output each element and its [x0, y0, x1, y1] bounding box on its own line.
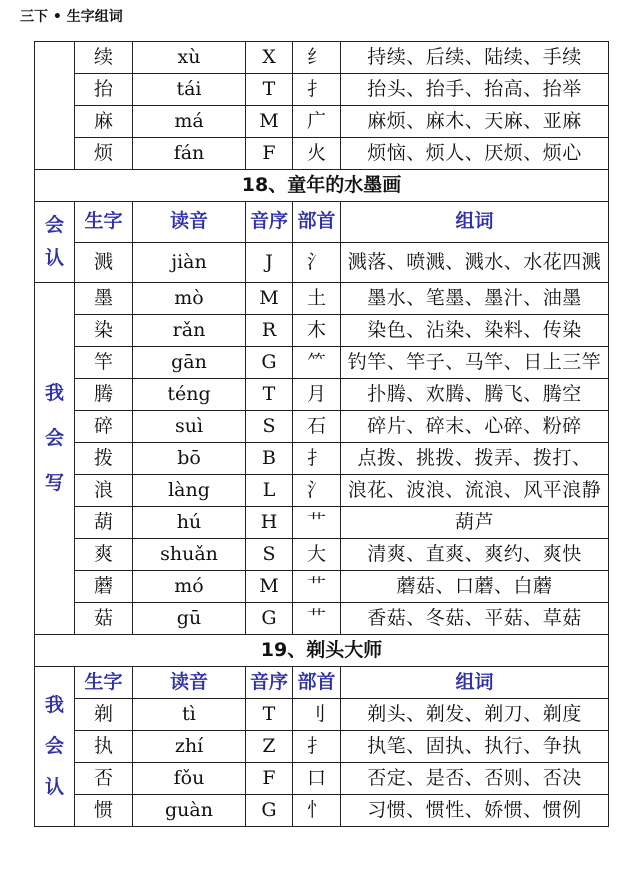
- pinyin-cell: téng: [133, 379, 246, 411]
- radical-cell: 氵: [293, 242, 341, 283]
- char-cell: 抬: [75, 74, 133, 106]
- char-cell: 麻: [75, 106, 133, 138]
- words-cell: 否定、是否、否则、否决: [341, 763, 609, 795]
- char-cell: 碎: [75, 411, 133, 443]
- column-header-row: [35, 202, 609, 243]
- side-label-char: 会: [44, 735, 64, 757]
- radical-cell: 大: [293, 539, 341, 571]
- words-cell: 钓竿、竿子、马竿、日上三竿: [341, 347, 609, 379]
- words-cell: 扑腾、欢腾、腾飞、腾空: [341, 379, 609, 411]
- radical-cell: 扌: [293, 74, 341, 106]
- lesson-title-row: [35, 170, 609, 202]
- table-row: [35, 42, 609, 74]
- words-cell: 香菇、冬菇、平菇、草菇: [341, 603, 609, 635]
- letter-cell: F: [246, 138, 293, 170]
- radical-cell: 木: [293, 315, 341, 347]
- section-previous: [35, 42, 609, 170]
- char-cell: 墨: [75, 283, 133, 315]
- column-header-pinyin: 读音: [133, 667, 246, 699]
- table-row: [35, 443, 609, 475]
- side-label-char: 认: [44, 247, 64, 269]
- words-cell: 染色、沾染、染料、传染: [341, 315, 609, 347]
- letter-cell: T: [246, 699, 293, 731]
- side-label-char: 认: [44, 776, 64, 798]
- letter-cell: M: [246, 283, 293, 315]
- letter-cell: G: [246, 603, 293, 635]
- char-cell: 菇: [75, 603, 133, 635]
- side-label-stack: [35, 216, 74, 268]
- char-cell: 剃: [75, 699, 133, 731]
- radical-cell: 石: [293, 411, 341, 443]
- pinyin-cell: suì: [133, 411, 246, 443]
- words-cell: 持续、后续、陆续、手续: [341, 42, 609, 74]
- side-label-recognize: [35, 202, 75, 283]
- lesson-title: 19、剃头大师: [35, 635, 609, 667]
- column-header-letter: 音序: [246, 202, 293, 243]
- words-cell: 葫芦: [341, 507, 609, 539]
- letter-cell: G: [246, 795, 293, 827]
- words-cell: 执笔、固执、执行、争执: [341, 731, 609, 763]
- table-row: [35, 571, 609, 603]
- side-label-recognize: [35, 667, 75, 827]
- side-label-char: 写: [44, 472, 64, 494]
- radical-cell: 土: [293, 283, 341, 315]
- pinyin-cell: mó: [133, 571, 246, 603]
- radical-cell: 月: [293, 379, 341, 411]
- column-header-pinyin: 读音: [133, 202, 246, 243]
- column-header-words: 组词: [341, 202, 609, 243]
- char-cell: 惯: [75, 795, 133, 827]
- pinyin-cell: làng: [133, 475, 246, 507]
- pinyin-cell: gū: [133, 603, 246, 635]
- pinyin-cell: gān: [133, 347, 246, 379]
- letter-cell: X: [246, 42, 293, 74]
- char-cell: 爽: [75, 539, 133, 571]
- table-row: [35, 763, 609, 795]
- pinyin-cell: fán: [133, 138, 246, 170]
- section-lesson-19: [35, 635, 609, 827]
- words-cell: 碎片、碎末、心碎、粉碎: [341, 411, 609, 443]
- radical-cell: 纟: [293, 42, 341, 74]
- table-row: [35, 539, 609, 571]
- radical-cell: 艹: [293, 507, 341, 539]
- side-label-empty: [35, 42, 75, 170]
- section-lesson-18: [35, 170, 609, 635]
- pinyin-cell: tái: [133, 74, 246, 106]
- pinyin-cell: hú: [133, 507, 246, 539]
- letter-cell: G: [246, 347, 293, 379]
- side-label-char: 会: [44, 214, 64, 236]
- pinyin-cell: guàn: [133, 795, 246, 827]
- table-row: [35, 138, 609, 170]
- table-row: [35, 731, 609, 763]
- side-label-stack: [35, 696, 74, 797]
- table-row: [35, 315, 609, 347]
- letter-cell: F: [246, 763, 293, 795]
- pinyin-cell: tì: [133, 699, 246, 731]
- side-label-char: 会: [44, 427, 64, 449]
- column-header-row: [35, 667, 609, 699]
- char-cell: 浪: [75, 475, 133, 507]
- char-cell: 烦: [75, 138, 133, 170]
- letter-cell: H: [246, 507, 293, 539]
- words-cell: 浪花、波浪、流浪、风平浪静: [341, 475, 609, 507]
- radical-cell: 艹: [293, 571, 341, 603]
- letter-cell: T: [246, 379, 293, 411]
- column-header-char: 生字: [75, 202, 133, 243]
- char-cell: 葫: [75, 507, 133, 539]
- char-cell: 续: [75, 42, 133, 74]
- column-header-radical: 部首: [293, 667, 341, 699]
- table-row: [35, 379, 609, 411]
- char-cell: 拨: [75, 443, 133, 475]
- words-cell: 抬头、抬手、抬高、抬举: [341, 74, 609, 106]
- table-row: [35, 699, 609, 731]
- table-row: [35, 347, 609, 379]
- letter-cell: S: [246, 411, 293, 443]
- radical-cell: 氵: [293, 475, 341, 507]
- table-row: [35, 603, 609, 635]
- pinyin-cell: xù: [133, 42, 246, 74]
- letter-cell: B: [246, 443, 293, 475]
- words-cell: 烦恼、烦人、厌烦、烦心: [341, 138, 609, 170]
- radical-cell: 口: [293, 763, 341, 795]
- radical-cell: 广: [293, 106, 341, 138]
- radical-cell: 刂: [293, 699, 341, 731]
- pinyin-cell: rǎn: [133, 315, 246, 347]
- char-cell: 腾: [75, 379, 133, 411]
- pinyin-cell: zhí: [133, 731, 246, 763]
- char-cell: 蘑: [75, 571, 133, 603]
- letter-cell: T: [246, 74, 293, 106]
- words-cell: 墨水、笔墨、墨汁、油墨: [341, 283, 609, 315]
- letter-cell: J: [246, 242, 293, 283]
- lesson-title-row: [35, 635, 609, 667]
- letter-cell: R: [246, 315, 293, 347]
- table-row: [35, 475, 609, 507]
- words-cell: 清爽、直爽、爽约、爽快: [341, 539, 609, 571]
- table-row: [35, 283, 609, 315]
- char-cell: 染: [75, 315, 133, 347]
- words-cell: 溅落、喷溅、溅水、水花四溅: [341, 242, 609, 283]
- table-row: [35, 242, 609, 283]
- radical-cell: 忄: [293, 795, 341, 827]
- letter-cell: S: [246, 539, 293, 571]
- radical-cell: ⺮: [293, 347, 341, 379]
- words-cell: 蘑菇、口蘑、白蘑: [341, 571, 609, 603]
- side-label-char: 我: [44, 382, 64, 404]
- words-cell: 点拨、挑拨、拨弄、拨打、: [341, 443, 609, 475]
- pinyin-cell: shuǎn: [133, 539, 246, 571]
- char-cell: 否: [75, 763, 133, 795]
- column-header-letter: 音序: [246, 667, 293, 699]
- words-cell: 麻烦、麻木、天麻、亚麻: [341, 106, 609, 138]
- char-cell: 竿: [75, 347, 133, 379]
- radical-cell: 扌: [293, 731, 341, 763]
- radical-cell: 火: [293, 138, 341, 170]
- page-title: 三下 • 生字组词: [20, 9, 123, 25]
- lesson-title: 18、童年的水墨画: [35, 170, 609, 202]
- table-row: [35, 507, 609, 539]
- vocabulary-table: [34, 41, 609, 827]
- letter-cell: Z: [246, 731, 293, 763]
- letter-cell: L: [246, 475, 293, 507]
- pinyin-cell: jiàn: [133, 242, 246, 283]
- column-header-words: 组词: [341, 667, 609, 699]
- pinyin-cell: fǒu: [133, 763, 246, 795]
- pinyin-cell: mò: [133, 283, 246, 315]
- side-label-stack: [35, 384, 74, 493]
- radical-cell: 扌: [293, 443, 341, 475]
- letter-cell: M: [246, 571, 293, 603]
- side-label-write: [35, 283, 75, 635]
- pinyin-cell: má: [133, 106, 246, 138]
- column-header-radical: 部首: [293, 202, 341, 243]
- table-row: [35, 411, 609, 443]
- pinyin-cell: bō: [133, 443, 246, 475]
- char-cell: 执: [75, 731, 133, 763]
- words-cell: 习惯、惯性、娇惯、惯例: [341, 795, 609, 827]
- words-cell: 剃头、剃发、剃刀、剃度: [341, 699, 609, 731]
- table-row: [35, 106, 609, 138]
- radical-cell: 艹: [293, 603, 341, 635]
- table-row: [35, 795, 609, 827]
- column-header-char: 生字: [75, 667, 133, 699]
- table-row: [35, 74, 609, 106]
- side-label-char: 我: [44, 694, 64, 716]
- letter-cell: M: [246, 106, 293, 138]
- char-cell: 溅: [75, 242, 133, 283]
